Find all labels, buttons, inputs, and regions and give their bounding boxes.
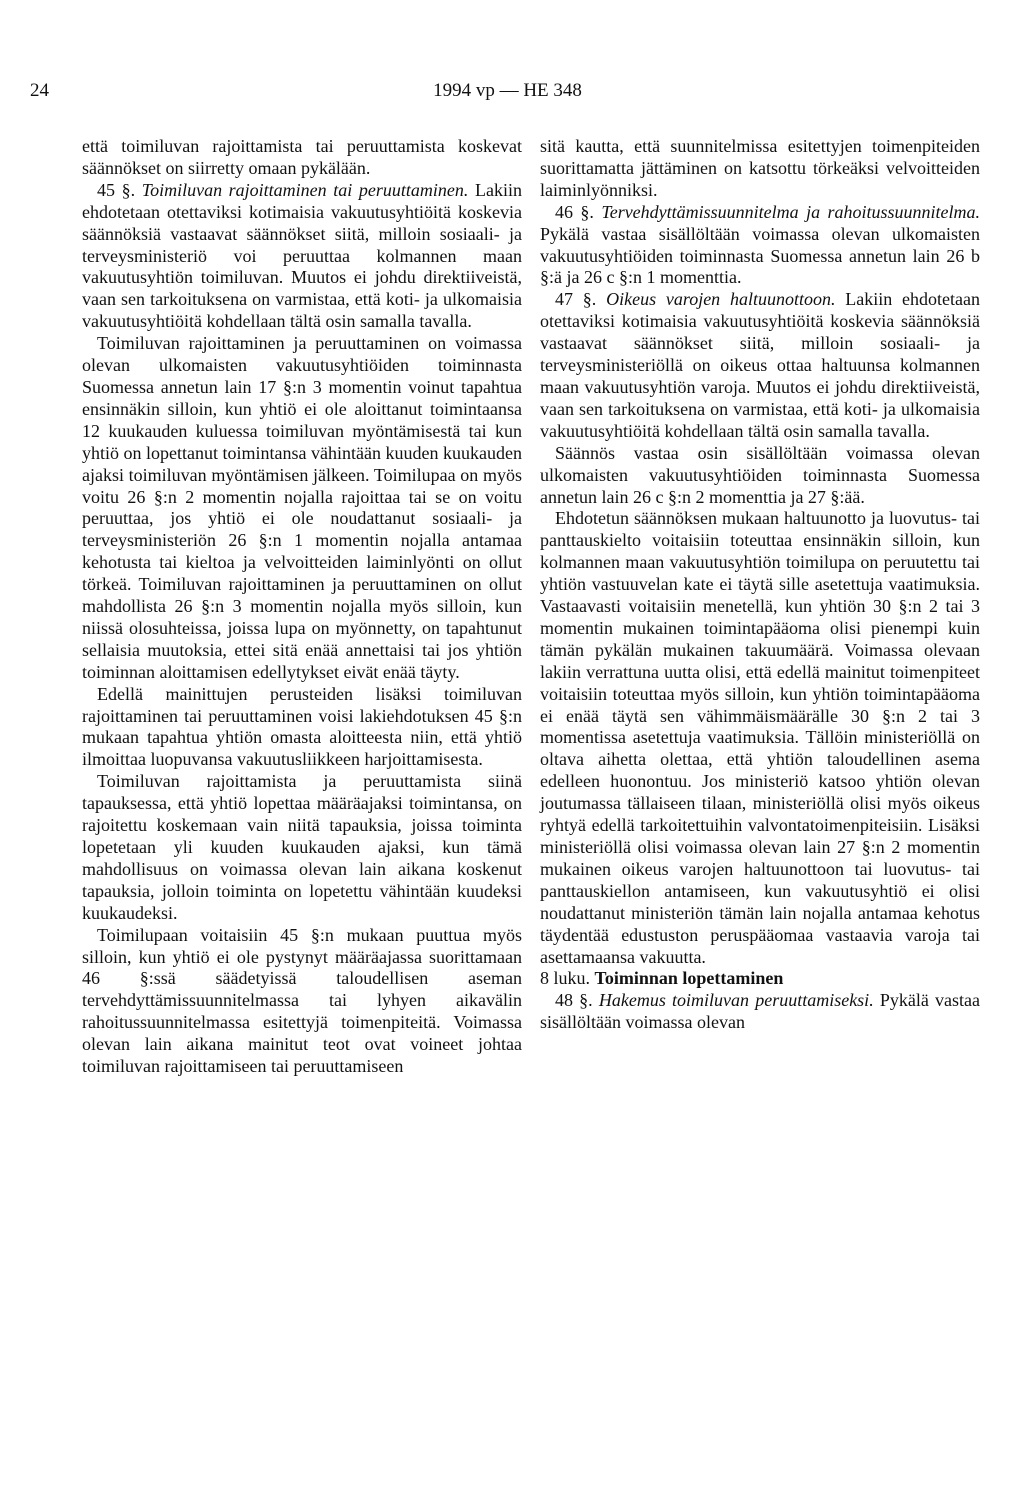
section-body: Pykälä vastaa sisällöltään voimassa olevan	[540, 990, 981, 1033]
paragraph: että toimiluvan rajoittamista tai peruuttamista koskevat säännökset on siirretty omaan pykälään.	[82, 136, 522, 178]
section-48-paragraph	[540, 990, 980, 1034]
section-title: Tervehdyttämissuunnitelma ja rahoitussuunnitelma.	[601, 201, 981, 222]
section-body: Pykälä vastaa sisällöltään voimassa olevan ulkomaisten vakuutusyhtiöiden toiminnasta Suomessa annetun lain 26 b §:ä ja 26 c §:n 1 momenttia.	[540, 223, 980, 288]
section-body: Lakiin ehdotetaan otettaviksi kotimaisia vakuutusyhtiöitä koskevia säännöksiä vastaavat säännökset siitä, milloin sosiaali- ja terveysministeriö voi peruuttaa kolmannen maan vakuutusyhtiön toimiluvan. Muutos ei johdu direktiiveistä, vaan sen tarkoituksena on varmistaa, että koti- ja ulkomaisia vakuutusyhtiöitä kohdellaan tältä osin samalla tavalla.	[82, 179, 522, 332]
section-title: Toimiluvan rajoittaminen tai peruuttaminen.	[141, 179, 469, 200]
section-title: Oikeus varojen haltuunottoon.	[606, 289, 836, 310]
section-body: Lakiin ehdotetaan otettaviksi kotimaisia vakuutusyhtiöitä koskevia säännöksiä vastaavat säännökset siitä, milloin sosiaali- ja terveysministeriöllä on oikeus ottaa haltuunsa kolmannen maan vakuutusyhtiön varoja. Muutos ei johdu direktiiveistä, vaan sen tarkoituksena on varmistaa, että koti- ja ulkomaisia vakuutusyhtiöitä kohdellaan tältä osin samalla tavalla.	[540, 289, 981, 441]
chapter-heading	[540, 968, 980, 990]
section-number: 45 §.	[97, 179, 136, 200]
paragraph: sitä kautta, että suunnitelmissa esitettyjen toimenpiteiden suorittamatta jättäminen on katsottu törkeäksi velvoitteiden laiminlyönniksi.	[540, 136, 980, 200]
section-45-paragraph	[82, 180, 522, 333]
section-title: Hakemus toimiluvan peruuttamiseksi.	[598, 990, 874, 1011]
paragraph: Ehdotetun säännöksen mukaan haltuunotto ja luovutus- tai panttauskielto voitaisiin toteuttaa ensinnäkin silloin, kun kolmannen maan vakuutusyhtiön toimilupa on peruutettu tai yhtiön vastuuvelan kate ei täytä sille asetettuja vaatimuksia. Vastaavasti voitaisiin menetellä, kun yhtiön 30 §:n 2 tai 3 momentin mukainen toimintapääoma olisi pienempi kuin tämän pykälän mukainen takuumäärä. Voimassa olevaan lakiin verrattuna uutta olisi, että edellä mainitut toimenpiteet voitaisiin toteuttaa myös silloin, kun yhtiön toimintapääoma ei enää täytä sen vähimmäismäärälle 30 §:n 2 tai 3 momentissa asetettuja vaatimuksia. Tällöin ministeriöllä on oltava aihetta olettaa, että yhtiön taloudellinen asema edelleen huonontuu. Jos ministeriö katsoo yhtiön olevan joutumassa tällaiseen tilaan, ministeriöllä olisi myös oikeus ryhtyä edellä tarkoitettuihin valvontatoimenpiteisiin. Lisäksi ministeriöllä olisi voimassa olevan lain 27 §:n 2 momentin mukainen oikeus varojen haltuunottoon tai luovutus- tai panttauskiellon antamiseen, kun vakuutusyhtiö ei olisi noudattanut ministeriön tämän lain nojalla antamaa kehotus täydentää edustuston peruspääomaa vastaavia varoja tai asettamaansa vakuutta.	[540, 508, 980, 967]
chapter-title: Toiminnan lopettaminen	[594, 968, 784, 989]
chapter-label: 8 luku.	[540, 968, 591, 989]
section-47-paragraph	[540, 289, 980, 442]
right-column	[540, 136, 980, 1034]
page-header	[30, 80, 985, 110]
paragraph: Toimiluvan rajoittaminen ja peruuttaminen on voimassa olevan ulkomaisten vakuutusyhtiöiden toiminnasta Suomessa annetun lain 17 §:n 3 momentin voinut tapahtua ensinnäkin silloin, kun yhtiö ei ole aloittanut toimintaansa 12 kuukauden kuluessa toimiluvan myöntämisestä tai kun yhtiö on lopettanut toimintansa vähintään kuuden kuukauden ajaksi toimiluvan myöntämisen jälkeen. Toimilupaa on myös voitu 26 §:n 2 momentin nojalla rajoittaa tai se on voitu peruuttaa, jos yhtiö ei ole noudattanut sosiaali- ja terveysministeriön 26 §:n 1 momentin nojalla antamaa kehotusta tai kieltoa ja velvoitteiden laiminlyönti on ollut törkeä. Toimiluvan rajoittaminen ja peruuttaminen on ollut mahdollista 26 §:n 3 momentin nojalla myös silloin, kun niissä olosuhteissa, joissa lupa on myönnetty, on tapahtunut sellaisia muutoksia, ettei sitä enää annettaisi tai jos yhtiön toiminnan aloittamisen edellytykset eivät enää täyty.	[82, 333, 522, 682]
running-head: 1994 vp — HE 348	[433, 80, 582, 101]
section-number: 46 §.	[555, 201, 594, 222]
paragraph: Toimilupaan voitaisiin 45 §:n mukaan puuttua myös silloin, kun yhtiö ei ole pystynyt määräajassa suorittamaan 46 §:ssä säädetyissä taloudellisen aseman tervehdyttämissuunnitelmassa tai lyhyen aikavälin rahoitussuunnitelmassa esitettyjä toimenpiteitä. Voimassa olevan lain aikana mainitut teot ovat voineet johtaa toimiluvan rajoittamiseen tai peruuttamiseen	[82, 924, 522, 1077]
paragraph: Edellä mainittujen perusteiden lisäksi toimiluvan rajoittaminen tai peruuttaminen voisi lakiehdotuksen 45 §:n mukaan tapahtua yhtiön omasta aloitteesta niin, että yhtiö ilmoittaa luopuvansa vakuutusliikkeen harjoittamisesta.	[82, 683, 522, 770]
section-number: 47 §.	[555, 289, 597, 310]
paragraph: Toimiluvan rajoittamista ja peruuttamista siinä tapauksessa, että yhtiö lopettaa määräajaksi toimintansa, on rajoitettu koskemaan vain niitä tapauksia, joissa toiminta lopetetaan yli kuuden kuukauden ajaksi, kun tämä mahdollisuus on voimassa olevan lain aikana koskenut tapauksia, jolloin toiminta on lopetettu vähintään kuudeksi kuukaudeksi.	[82, 771, 522, 923]
left-column	[82, 136, 522, 1078]
section-number: 48 §.	[555, 990, 593, 1011]
section-46-paragraph	[540, 202, 980, 290]
page-number: 24	[30, 80, 49, 101]
paragraph: Säännös vastaa osin sisällöltään voimassa olevan ulkomaisten vakuutusyhtiöiden toiminnasta Suomessa annetun lain 26 c §:n 2 momenttia ja 27 §:ää.	[540, 442, 980, 507]
